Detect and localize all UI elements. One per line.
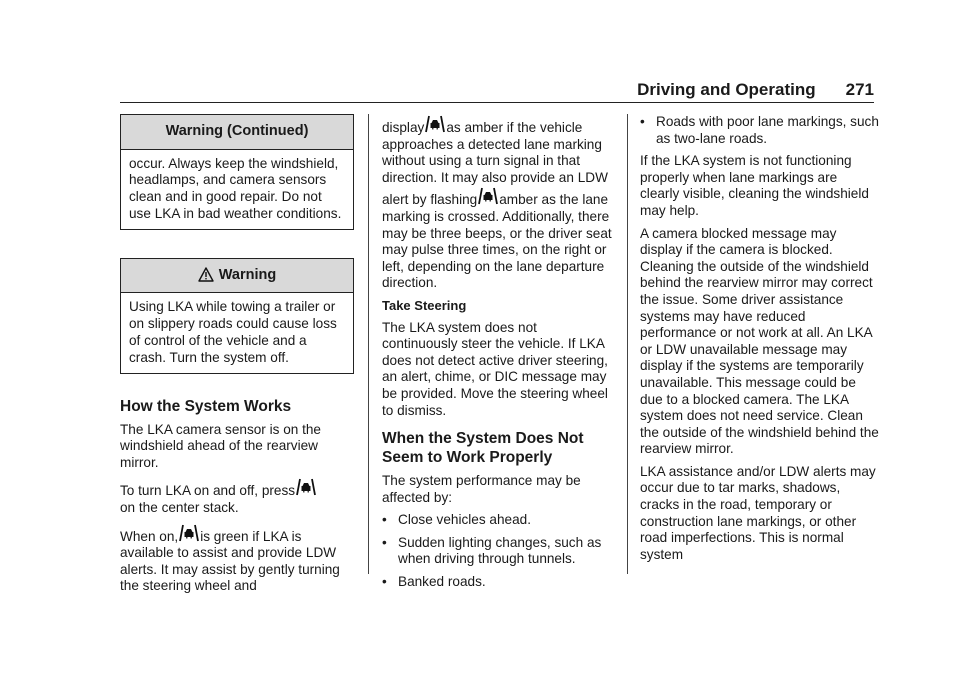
column-divider xyxy=(627,114,628,574)
lane-keep-assist-icon xyxy=(478,186,498,206)
paragraph xyxy=(120,523,354,595)
warning-triangle-icon xyxy=(198,267,214,282)
subheading: Take Steering xyxy=(382,297,467,313)
paragraph: If the LKA system is not functioning properly when lane markings are clearly visible, cleaning the windshield may help. xyxy=(640,153,869,218)
list-item-text: Sudden lighting changes, such as when driving through tunnels. xyxy=(398,534,602,567)
warning-box-title: Warning (Continued) xyxy=(121,115,353,150)
paragraph xyxy=(120,477,354,516)
paragraph: LKA assistance and/or LDW alerts may occur due to tar marks, shadows, cracks in the road, temporary or construction lane markings, or other road imperfections. This is normal system xyxy=(640,463,876,562)
section-heading: When the System Does Not Seem to Work Properly xyxy=(382,430,584,467)
text: To turn LKA on and off, press xyxy=(120,483,296,499)
lane-keep-assist-icon xyxy=(425,114,445,134)
bullet: • xyxy=(382,574,387,590)
list-item xyxy=(382,535,616,568)
warning-box-body: Using LKA while towing a trailer or on slippery roads could cause loss of control of the vehicle and a crash. Turn the system off. xyxy=(129,299,337,365)
text: amber as the lane marking is crossed. Additionally, there may be three beeps, or the driver seat may pulse three times, on the right or left, depending on the lane departure direction. xyxy=(382,192,612,291)
list-item xyxy=(640,114,880,147)
list-item xyxy=(382,512,616,529)
paragraph: The LKA camera sensor is on the windshield ahead of the rearview mirror. xyxy=(120,421,321,470)
text: on the center stack. xyxy=(120,499,239,515)
list-item-text: Close vehicles ahead. xyxy=(398,512,531,528)
list-item-text: Banked roads. xyxy=(398,574,486,590)
bullet: • xyxy=(382,512,387,528)
text: When on, xyxy=(120,528,179,544)
page-number: 271 xyxy=(845,80,874,99)
warning-box-title xyxy=(121,259,353,294)
list-item xyxy=(382,574,616,591)
column-divider xyxy=(368,114,369,574)
lane-keep-assist-icon xyxy=(179,523,199,543)
section-heading: How the System Works xyxy=(120,397,292,415)
lane-keep-assist-icon xyxy=(296,477,316,497)
text: is green if LKA is available to assist and provide LDW alerts. It may assist by gently turning the steering wheel and xyxy=(120,528,340,594)
paragraph xyxy=(382,114,616,292)
bullet: • xyxy=(640,114,645,129)
text: display xyxy=(382,120,425,135)
column-3 xyxy=(640,114,880,569)
list-item-text: Roads with poor lane markings, such as two-lane roads. xyxy=(656,114,879,146)
column-2 xyxy=(382,114,616,597)
column-1 xyxy=(120,114,354,601)
text: as amber if the vehicle approaches a detected lane marking without using a turn signal in that direction. It may also provide an LDW alert by flashing xyxy=(382,120,608,208)
paragraph: The system performance may be affected by: xyxy=(382,473,581,505)
paragraph: The LKA system does not continuously steer the vehicle. If LKA does not detect active driver steering, an alert, chime, or DIC message may be provided. Move the steering wheel to dismiss. xyxy=(382,319,608,418)
warning-continued-box xyxy=(120,114,354,230)
section-title: Driving and Operating xyxy=(637,80,816,99)
bullet: • xyxy=(382,534,387,550)
warning-label: Warning xyxy=(218,266,277,283)
header-rule xyxy=(120,102,874,103)
warning-box-body: occur. Always keep the windshield, headlamps, and camera sensors clean and in good repair. Do not use LKA in bad weather conditions. xyxy=(129,155,342,221)
warning-box xyxy=(120,258,354,374)
paragraph: A camera blocked message may display if the camera is blocked. Cleaning the outside of the windshield behind the rearview mirror may correct the issue. Some driver assistance systems may have reduced performance or not work at all. An LKA or LDW unavailable message may display if the systems are temporarily unavailable. This message could be due to a blocked camera. The LKA system does not need service. Clean the outside of the windshield behind the rearview mirror. xyxy=(640,225,879,457)
page-header xyxy=(637,80,874,100)
